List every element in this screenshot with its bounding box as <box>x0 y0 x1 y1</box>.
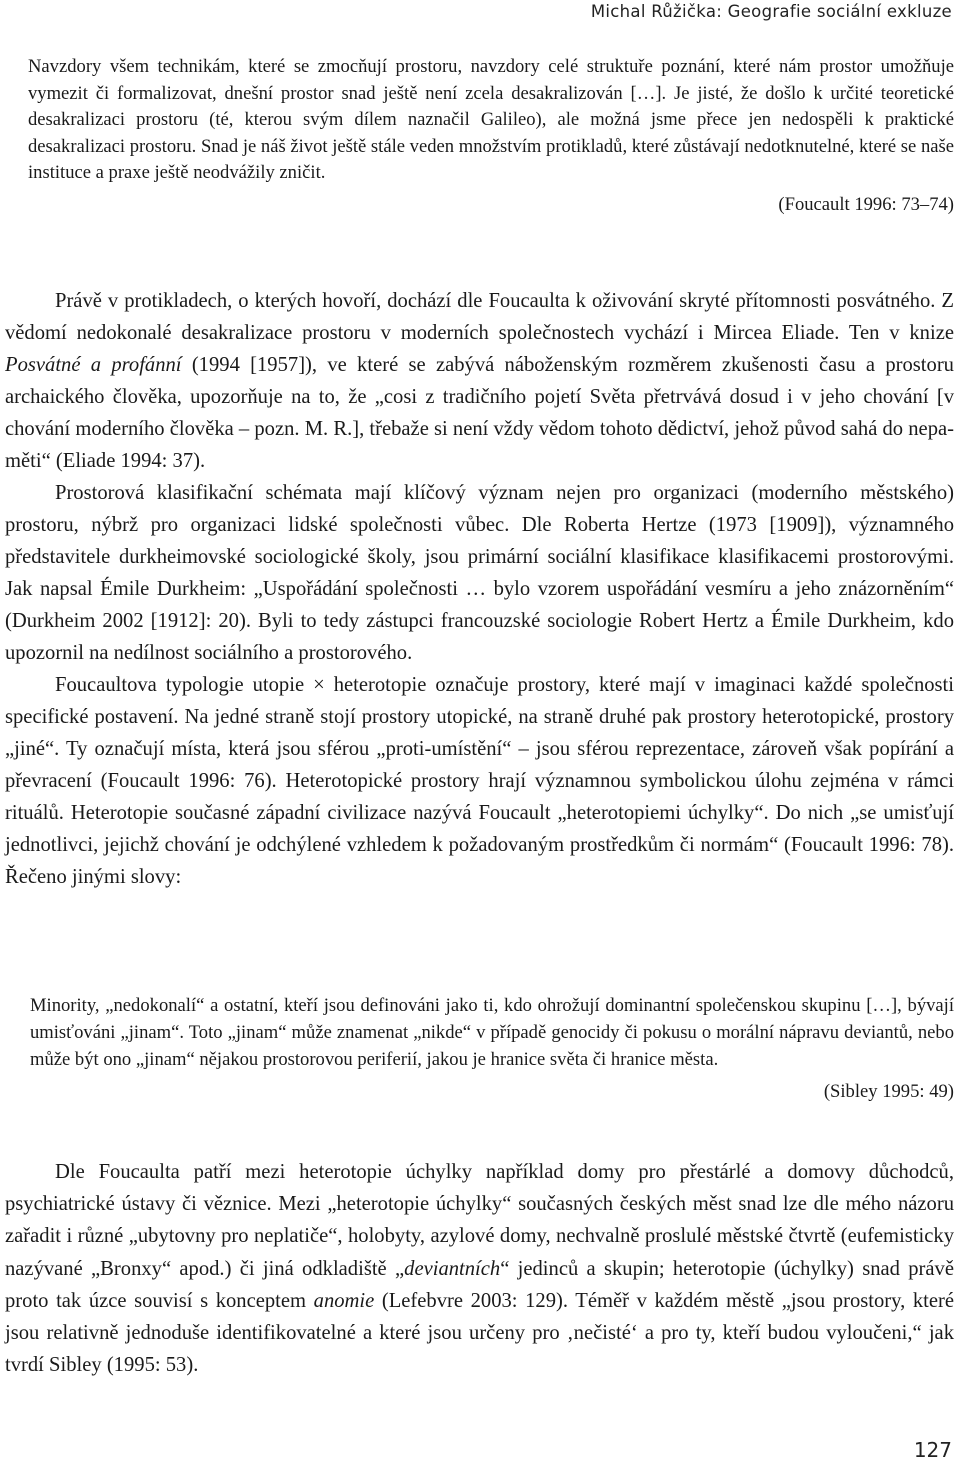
text-run: Právě v protikladech, o kterých hovoří, dochází dle Foucaulta k oživování skryté přítomnosti posvátného. Z vědomí nedokonalé desakralizace prostoru v moderních společnostech vychází i Mircea Eliade. Ten v knize <box>5 290 954 344</box>
text-run: (Lefebvre 2003: 129). Téměř v každém městě „jsou prostory, které jsou relativně jednoduše identifikovatelné a které jsou určeny pro ‚nečisté‘ a pro ty, kteří budou vyloučeni,“ jak tvrdí Sibley (1995: 53). <box>5 1289 954 1377</box>
quote-text: Navzdory všem technikám, které se zmocňují prostoru, navzdory celé struktuře poznání, které nám prostor umožňuje vymezit či formalizovat, dnešní prostor snad ještě není zcela desakralizován […]. Je jisté, že došlo k určité teoretické desakralizaci prostoru (té, kterou svým dílem naznačil Galileo), ale možná jsme přece jen nedospěli k praktické desakralizaci prostoru. Snad je náš život ještě stále veden množstvím protikladů, které zůstávají nedotknutelné, které se naše instituce a praxe ještě neodvážily zničit. <box>28 56 954 184</box>
paragraph <box>5 285 954 477</box>
text-run: Dle Foucaulta patří mezi heterotopie úchylky například domy pro přestárlé a domovy důchodců, psychiatrické ústavy či věznice. Mezi „heterotopie úchylky“ současných českých měst snad lze dle mého názoru zařadit i různé „ubytovny pro neplatiče“, holobyty, azylové domy, nechvalně proslulé městské čtvrtě (eufemisticky nazývané „Bronxy“ apod.) či jiná odkladiště „ <box>5 1161 954 1280</box>
paragraph <box>5 1156 954 1381</box>
block-quote-sibley <box>30 992 954 1105</box>
text-run: (1994 [1957]), ve které se zabývá náboženským rozměrem zkušenosti času a prostoru archaického člověka, upozorňuje na to, že „cosi z tradičního pojetí Světa přetrvává dosud i v jeho chování [v chování moderního člověka – pozn. M. R.], třebaže si není vždy vědom tohoto dědictví, jehož původ sahá do nepaměti“ (Eliade 1994: 37). <box>5 354 954 472</box>
quote-text: Minority, „nedokonalí“ a ostatní, kteří jsou definováni jako ti, kdo ohrožují dominantní společenskou skupinu […], bývají umisťováni „jinam“. Toto „jinam“ může znamenat „nikde“ v případě genocidy či pokusu o morální nápravu deviantů, nebo může být ono „jinam“ nějakou prostorovou periferií, jakou je hranice světa či hranice města. <box>30 995 954 1071</box>
italic-term: deviantních <box>404 1257 501 1280</box>
body-section-2 <box>5 1156 954 1381</box>
quote-citation: (Foucault 1996: 73–74) <box>778 193 954 215</box>
text-run: “ jedinců a skupin; heterotopie (úchylky) snad právě proto tak úzce souvisí s konceptem <box>5 1257 954 1312</box>
paragraph: Prostorová klasifikační schémata mají klíčový význam nejen pro organizaci (moderního městského) prostoru, nýbrž pro organizaci lidské společnosti vůbec. Dle Roberta Hertze (1973 [1909]), významného představitele durkheimovské sociologické školy, jsou primární sociální klasifikace klasifikacemi prostorovými. Jak napsal Émile Durkheim: „Uspořádání společnosti … bylo vzorem uspořádání vesmíru a jeho znázorněním“ (Durkheim 2002 [1912]: 20). Byli to tedy zástupci francouzské sociologie Robert Hertz a Émile Durkheim, kdo upozornil na nedílnost sociálního a prostorového. <box>5 482 954 664</box>
page-number: 127 <box>913 1438 952 1462</box>
running-header: Michal Růžička: Geografie sociální exkluze <box>590 2 952 21</box>
paragraph: Foucaultova typologie utopie × heterotopie označuje prostory, které mají v imaginaci každé společnosti specifické postavení. Na jedné straně stojí prostory utopické, na straně druhé pak prostory heterotopické, prostory „jiné“. Ty označují místa, která jsou sférou „proti-umístění“ – jsou sférou reprezentace, zároveň však popírání a převracení (Foucault 1996: 76). Heterotopické prostory hrají významnou symbolickou úlohu zejména v rámci rituálů. Heterotopie současné západní civilizace nazývá Foucault „heterotopiemi úchylky“. Do nich „se umisťují jednotlivci, jejichž chování je odchýlené vzhledem k požadovaným prostředkům či normám“ (Foucault 1996: 78). Řečeno jinými slovy: <box>5 674 954 888</box>
book-title: Posvátné a profánní <box>5 354 182 376</box>
italic-term: anomie <box>313 1289 375 1312</box>
quote-citation: (Sibley 1995: 49) <box>823 1080 954 1102</box>
body-section-1 <box>5 285 954 893</box>
block-quote-foucault <box>28 54 954 219</box>
